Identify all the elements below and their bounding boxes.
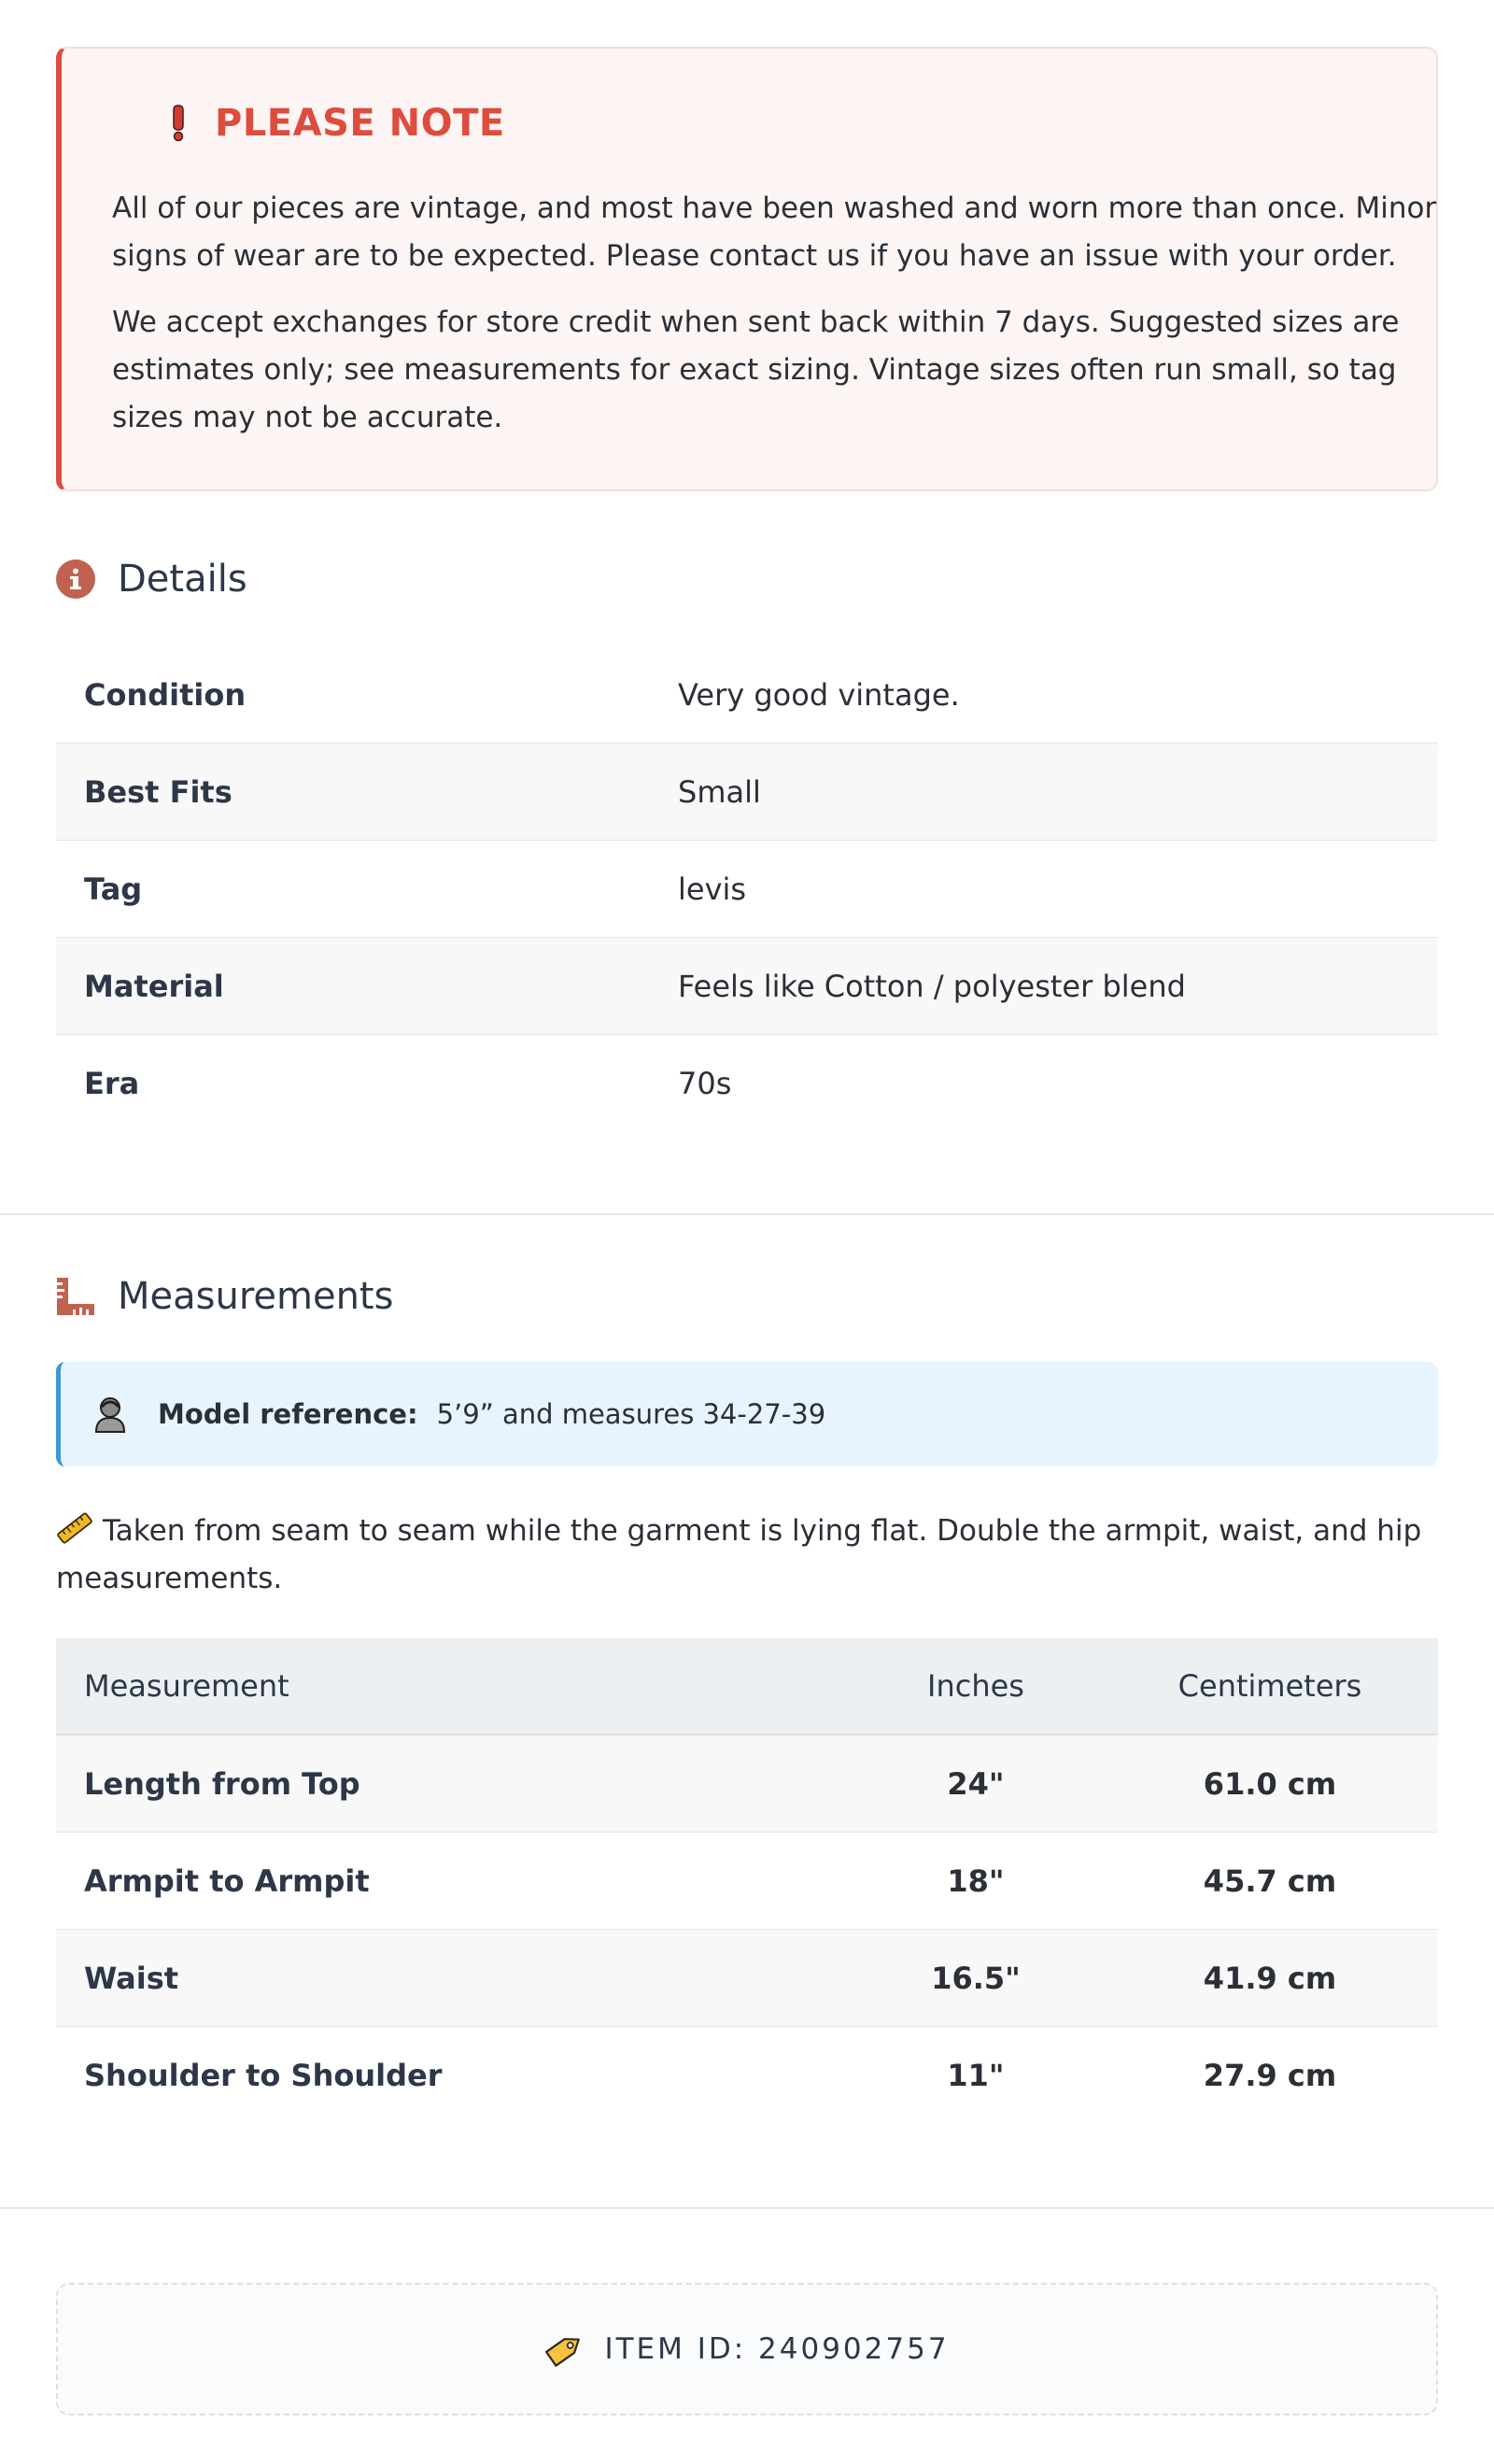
table-row xyxy=(56,1735,1438,1833)
details-title: Details xyxy=(118,558,247,601)
details-label: Material xyxy=(84,968,224,1004)
table-row xyxy=(56,1930,1438,2027)
details-row xyxy=(56,841,1438,938)
pencil-ruler-icon xyxy=(56,1512,93,1544)
person-icon xyxy=(94,1395,126,1433)
info-icon xyxy=(56,559,95,599)
section-divider xyxy=(0,1213,1494,1215)
cell-inches: 11" xyxy=(947,2058,1005,2093)
section-divider xyxy=(0,2207,1494,2209)
details-value: Feels like Cotton / polyester blend xyxy=(678,968,1186,1004)
cell-centimeters: 61.0 cm xyxy=(1203,1765,1337,1802)
item-id-box xyxy=(56,2283,1438,2415)
measurements-table-header xyxy=(56,1638,1438,1735)
cell-inches: 16.5" xyxy=(931,1960,1021,1996)
details-row xyxy=(56,743,1438,841)
details-label: Era xyxy=(84,1066,140,1101)
cell-centimeters: 27.9 cm xyxy=(1203,2058,1337,2093)
details-table xyxy=(56,646,1438,1132)
details-value: 70s xyxy=(678,1066,732,1101)
cell-centimeters: 45.7 cm xyxy=(1203,1862,1337,1899)
please-note-title: PLEASE NOTE xyxy=(215,102,505,145)
measurement-note-text: Taken from seam to seam while the garment is lying flat. Double the armpit, waist, and hip measurements. xyxy=(56,1514,1422,1595)
cell-measurement: Length from Top xyxy=(84,1765,360,1802)
note-paragraph-2: We accept exchanges for store credit when sent back within 7 days. Suggested sizes are estimates only; see measurements for exact sizing. Vintage sizes often run small, so tag sizes may not be accurate. xyxy=(112,305,1400,434)
table-row xyxy=(56,2027,1438,2124)
details-label: Condition xyxy=(84,676,247,713)
details-value: Small xyxy=(678,773,761,810)
model-reference-box xyxy=(56,1362,1438,1466)
measurements-table-body xyxy=(56,1735,1438,2124)
header-inches: Inches xyxy=(927,1668,1024,1704)
cell-inches: 24" xyxy=(947,1765,1005,1802)
please-note-panel xyxy=(56,47,1438,491)
model-reference-value: 5’9” and measures 34-27-39 xyxy=(436,1398,826,1430)
ruler-icon xyxy=(56,1277,95,1316)
exclamation-icon xyxy=(172,105,185,142)
header-centimeters: Centimeters xyxy=(1177,1668,1362,1704)
table-row xyxy=(56,1833,1438,1930)
measurements-title: Measurements xyxy=(118,1275,394,1318)
tag-icon xyxy=(544,2330,585,2368)
details-row xyxy=(56,1035,1438,1132)
please-note-header xyxy=(112,102,1436,145)
cell-inches: 18" xyxy=(947,1862,1005,1899)
cell-measurement: Waist xyxy=(84,1960,179,1996)
header-measurement: Measurement xyxy=(84,1668,289,1704)
details-label: Best Fits xyxy=(84,773,233,810)
details-row xyxy=(56,938,1438,1035)
cell-measurement: Armpit to Armpit xyxy=(84,1862,370,1899)
details-heading xyxy=(56,558,247,601)
details-row xyxy=(56,646,1438,743)
note-paragraph-1: All of our pieces are vintage, and most have been washed and worn more than once. Minor signs of wear are to be expected. Please contact us if you have an issue with your order. xyxy=(112,191,1437,273)
details-value: levis xyxy=(678,871,747,907)
measurement-note xyxy=(56,1508,1438,1603)
cell-centimeters: 41.9 cm xyxy=(1203,1960,1337,1996)
measurements-heading xyxy=(56,1275,393,1318)
measurements-table xyxy=(56,1638,1438,2124)
cell-measurement: Shoulder to Shoulder xyxy=(84,2058,443,2093)
details-label: Tag xyxy=(84,871,143,907)
model-reference-label: Model reference: xyxy=(158,1398,418,1430)
details-value: Very good vintage. xyxy=(678,676,960,713)
item-id-text: ITEM ID: 240902757 xyxy=(604,2332,950,2366)
